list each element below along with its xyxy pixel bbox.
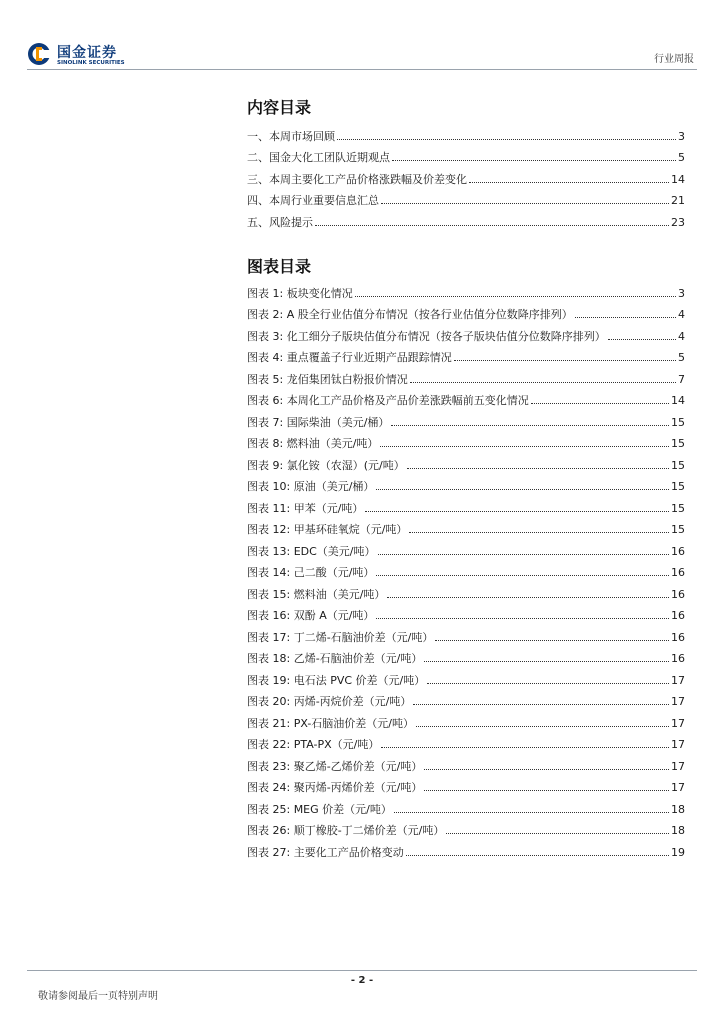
figure-entry-page: 17	[671, 781, 685, 794]
figure-entry-label: 图表 8: 燃料油（美元/吨）	[247, 437, 379, 450]
contents-list	[247, 121, 685, 229]
figure-entry[interactable]	[247, 472, 685, 494]
figure-entry-page: 16	[671, 609, 685, 622]
logo-english-name: SINOLINK SECURITIES	[57, 60, 125, 66]
figure-entry-page: 15	[671, 458, 685, 472]
figure-entry[interactable]	[247, 708, 685, 730]
company-logo	[27, 42, 167, 70]
figure-entry-label: 图表 6: 本周化工产品价格及产品价差涨跌幅前五变化情况	[247, 394, 529, 407]
figure-entry-label: 图表 4: 重点覆盖子行业近期产品跟踪情况	[247, 351, 452, 364]
figure-entry-page: 15	[671, 480, 685, 493]
contents-entry-page: 3	[678, 129, 685, 143]
figure-entry-label: 图表 15: 燃料油（美元/吨）	[247, 587, 386, 601]
figure-entry[interactable]	[247, 751, 685, 773]
figure-entry[interactable]	[247, 644, 685, 666]
dot-leader	[435, 639, 669, 641]
figure-entry-page: 15	[671, 501, 685, 515]
figure-entry-page: 14	[671, 394, 685, 407]
figure-entry-label: 图表 22: PTA-PX（元/吨）	[247, 738, 380, 751]
figure-entry-page: 4	[678, 329, 685, 343]
dot-leader	[446, 832, 669, 834]
footer-divider	[27, 970, 697, 971]
figure-entry-page: 16	[671, 566, 685, 579]
figure-entry-label: 图表 19: 电石法 PVC 价差（元/吨）	[247, 673, 426, 687]
dot-leader	[424, 789, 669, 791]
dot-leader	[608, 338, 676, 340]
page-number: - 2 -	[350, 975, 374, 986]
contents-entry[interactable]	[247, 207, 685, 229]
dot-leader	[410, 381, 676, 383]
figure-entry-page: 16	[671, 587, 685, 601]
figure-entry-page: 3	[678, 286, 685, 300]
dot-leader	[392, 159, 676, 161]
figure-entry[interactable]	[247, 536, 685, 558]
dot-leader	[416, 725, 669, 727]
dot-leader	[424, 768, 669, 770]
figure-entry-page: 15	[671, 437, 685, 450]
figure-entry-page: 7	[678, 372, 685, 386]
figure-entry-label: 图表 9: 氯化铵（农湿）(元/吨）	[247, 458, 405, 472]
contents-entry-label: 五、风险提示	[247, 215, 313, 229]
dot-leader	[427, 682, 669, 684]
figure-entry[interactable]	[247, 386, 685, 408]
figure-entry[interactable]	[247, 665, 685, 687]
figure-entry-label: 图表 24: 聚丙烯-丙烯价差（元/吨）	[247, 781, 423, 794]
header-divider	[27, 69, 697, 70]
figure-entry[interactable]	[247, 816, 685, 838]
figure-entry[interactable]	[247, 407, 685, 429]
figure-entry-label: 图表 10: 原油（美元/桶）	[247, 480, 375, 493]
figure-entry-label: 图表 3: 化工细分子版块估值分布情况（按各子版块估值分位数降序排列）	[247, 329, 606, 343]
figures-list	[247, 278, 685, 859]
report-type-label: 行业周报	[654, 54, 694, 65]
figure-entry-page: 18	[671, 824, 685, 837]
figure-entry[interactable]	[247, 558, 685, 580]
figure-entry-label: 图表 12: 甲基环硅氧烷（元/吨）	[247, 523, 408, 536]
figure-entry-label: 图表 25: MEG 价差（元/吨）	[247, 802, 392, 816]
figure-entry-label: 图表 13: EDC（美元/吨）	[247, 544, 376, 558]
dot-leader	[424, 660, 669, 662]
figure-entry[interactable]	[247, 300, 685, 322]
contents-entry-label: 二、国金大化工团队近期观点	[247, 151, 390, 165]
dot-leader	[391, 424, 669, 426]
dot-leader	[406, 854, 669, 856]
figure-entry-label: 图表 14: 己二酸（元/吨）	[247, 566, 375, 579]
figure-entry[interactable]	[247, 622, 685, 644]
figure-entry-label: 图表 26: 顺丁橡胶-丁二烯价差（元/吨）	[247, 824, 445, 837]
contents-entry-label: 四、本周行业重要信息汇总	[247, 194, 379, 208]
figures-title: 图表目录	[247, 257, 312, 276]
figure-entry-page: 15	[671, 523, 685, 536]
figure-entry-page: 15	[671, 415, 685, 429]
figure-entry[interactable]	[247, 687, 685, 709]
figure-entry-page: 18	[671, 802, 685, 816]
figure-entry-page: 17	[671, 673, 685, 687]
figure-entry[interactable]	[247, 730, 685, 752]
dot-leader	[315, 224, 669, 226]
figure-entry[interactable]	[247, 429, 685, 451]
figure-entry[interactable]	[247, 837, 685, 859]
dot-leader	[376, 574, 669, 576]
dot-leader	[376, 488, 669, 490]
contents-entry-page: 23	[671, 215, 685, 229]
contents-entry[interactable]	[247, 121, 685, 143]
figure-entry[interactable]	[247, 278, 685, 300]
figure-entry-page: 4	[678, 308, 685, 321]
dot-leader	[575, 316, 676, 318]
dot-leader	[407, 467, 669, 469]
contents-entry[interactable]	[247, 186, 685, 208]
figure-entry-label: 图表 18: 乙烯-石脑油价差（元/吨）	[247, 652, 423, 665]
figure-entry-label: 图表 2: A 股全行业估值分布情况（按各行业估值分位数降序排列）	[247, 308, 573, 321]
dot-leader	[409, 531, 669, 533]
figure-entry-page: 17	[671, 738, 685, 751]
figure-entry-label: 图表 7: 国际柴油（美元/桶）	[247, 415, 390, 429]
figure-entry-page: 16	[671, 630, 685, 644]
dot-leader	[378, 553, 669, 555]
contents-entry-label: 三、本周主要化工产品价格涨跌幅及价差变化	[247, 172, 467, 186]
figure-entry[interactable]	[247, 364, 685, 386]
figure-entry[interactable]	[247, 343, 685, 365]
figure-entry[interactable]	[247, 773, 685, 795]
figure-entry-label: 图表 5: 龙佰集团钛白粉报价情况	[247, 372, 408, 386]
dot-leader	[531, 402, 669, 404]
dot-leader	[337, 138, 676, 140]
dot-leader	[381, 746, 669, 748]
dot-leader	[413, 703, 669, 705]
figure-entry-label: 图表 20: 丙烯-丙烷价差（元/吨）	[247, 695, 412, 708]
contents-entry-page: 5	[678, 151, 685, 165]
figure-entry-label: 图表 23: 聚乙烯-乙烯价差（元/吨）	[247, 759, 423, 773]
figure-entry[interactable]	[247, 579, 685, 601]
contents-title: 内容目录	[247, 98, 312, 117]
figure-entry-page: 5	[678, 351, 685, 364]
logo-chinese-name: 国金证券	[57, 45, 117, 61]
sinolink-logo-icon	[27, 42, 51, 66]
page-header	[0, 0, 724, 70]
figure-entry-page: 16	[671, 652, 685, 665]
dot-leader	[380, 445, 669, 447]
figure-entry[interactable]	[247, 794, 685, 816]
figure-entry-label: 图表 17: 丁二烯-石脑油价差（元/吨）	[247, 630, 434, 644]
figure-entry[interactable]	[247, 515, 685, 537]
figure-entry[interactable]	[247, 493, 685, 515]
contents-entry[interactable]	[247, 164, 685, 186]
dot-leader	[355, 295, 676, 297]
figure-entry[interactable]	[247, 321, 685, 343]
dot-leader	[376, 617, 669, 619]
figure-entry-page: 19	[671, 845, 685, 859]
figure-entry[interactable]	[247, 601, 685, 623]
dot-leader	[387, 596, 669, 598]
contents-entry-page: 14	[671, 172, 685, 186]
contents-entry[interactable]	[247, 143, 685, 165]
figure-entry-page: 17	[671, 759, 685, 773]
dot-leader	[394, 811, 669, 813]
figure-entry-label: 图表 21: PX-石脑油价差（元/吨）	[247, 716, 414, 730]
figure-entry-label: 图表 1: 板块变化情况	[247, 286, 353, 300]
figure-entry-label: 图表 11: 甲苯（元/吨）	[247, 501, 364, 515]
figure-entry-label: 图表 16: 双酚 A（元/吨）	[247, 609, 375, 622]
contents-entry-label: 一、本周市场回顾	[247, 129, 335, 143]
figure-entry[interactable]	[247, 450, 685, 472]
dot-leader	[469, 181, 669, 183]
disclaimer-note: 敬请参阅最后一页特别声明	[38, 991, 158, 1002]
figure-entry-label: 图表 27: 主要化工产品价格变动	[247, 845, 404, 859]
figure-entry-page: 17	[671, 716, 685, 730]
dot-leader	[381, 202, 669, 204]
figure-entry-page: 16	[671, 544, 685, 558]
contents-entry-page: 21	[671, 194, 685, 208]
dot-leader	[365, 510, 669, 512]
dot-leader	[454, 359, 676, 361]
figure-entry-page: 17	[671, 695, 685, 708]
